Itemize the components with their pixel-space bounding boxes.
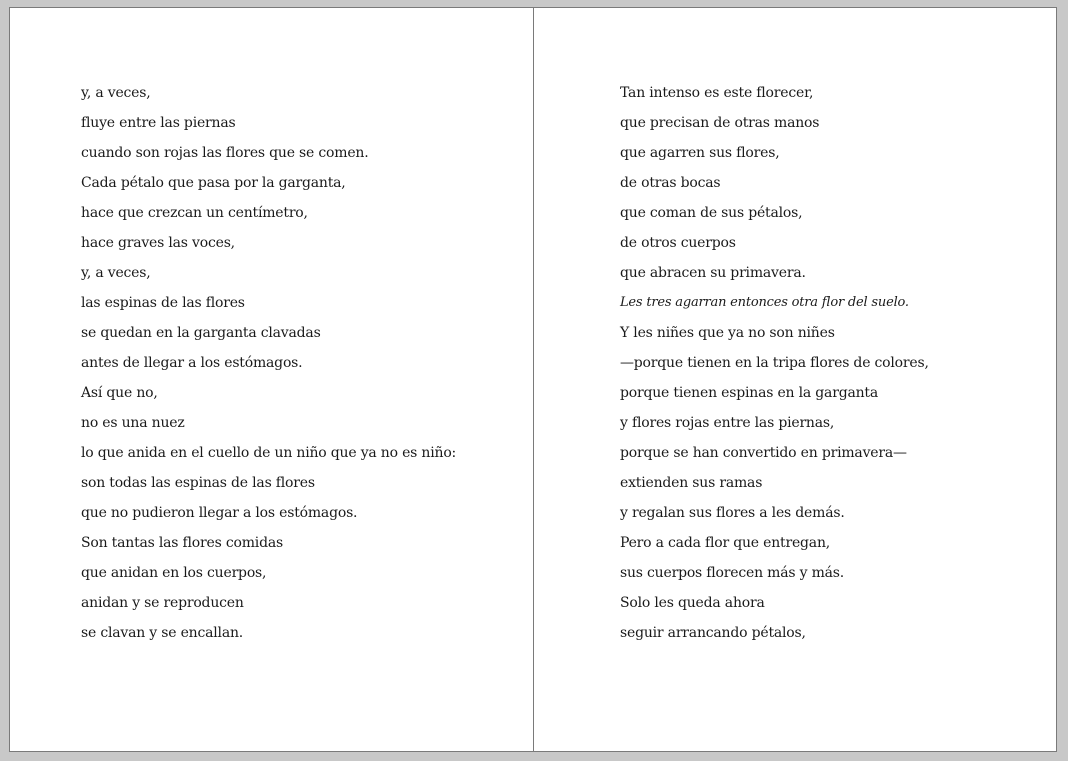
poem-line: que coman de sus pétalos, (620, 205, 803, 221)
poem-line: hace que crezcan un centímetro, (81, 205, 308, 221)
poem-line: —porque tienen en la tripa flores de colores, (620, 355, 929, 371)
poem-line: Pero a cada flor que entregan, (620, 535, 831, 551)
stage-direction-line: Les tres agarran entonces otra flor del suelo. (620, 295, 909, 310)
poem-line: que abracen su primavera. (620, 265, 806, 281)
poem-line: Tan intenso es este florecer, (620, 85, 814, 101)
poem-line: Son tantas las flores comidas (81, 535, 283, 551)
poem-line: que agarren sus flores, (620, 145, 780, 161)
page-spread (9, 7, 1057, 752)
poem-line: y, a veces, (81, 265, 151, 281)
poem-line: que no pudieron llegar a los estómagos. (81, 505, 358, 521)
poem-line: se quedan en la garganta clavadas (81, 325, 321, 341)
poem-line: y, a veces, (81, 85, 151, 101)
poem-line: Y les niñes que ya no son niñes (620, 325, 835, 341)
poem-line: anidan y se reproducen (81, 595, 244, 611)
poem-line: de otras bocas (620, 175, 721, 191)
poem-line: sus cuerpos florecen más y más. (620, 565, 845, 581)
right-page-text (620, 83, 929, 653)
right-page (534, 8, 1056, 751)
poem-line: no es una nuez (81, 415, 185, 431)
left-page (10, 8, 534, 751)
poem-line: lo que anida en el cuello de un niño que ya no es niño: (81, 445, 457, 461)
poem-line: Solo les queda ahora (620, 595, 765, 611)
poem-line: hace graves las voces, (81, 235, 235, 251)
poem-line: son todas las espinas de las flores (81, 475, 315, 491)
poem-line: cuando son rojas las flores que se comen. (81, 145, 369, 161)
poem-line: extienden sus ramas (620, 475, 763, 491)
left-page-text (81, 83, 456, 653)
poem-line: de otros cuerpos (620, 235, 736, 251)
poem-line: antes de llegar a los estómagos. (81, 355, 303, 371)
poem-line: que precisan de otras manos (620, 115, 820, 131)
poem-line: Así que no, (81, 385, 158, 401)
poem-line: y flores rojas entre las piernas, (620, 415, 835, 431)
poem-line: las espinas de las flores (81, 295, 245, 311)
poem-line: fluye entre las piernas (81, 115, 236, 131)
poem-line: y regalan sus flores a les demás. (620, 505, 845, 521)
poem-line: se clavan y se encallan. (81, 625, 244, 641)
poem-line: porque se han convertido en primavera— (620, 445, 907, 461)
poem-line: Cada pétalo que pasa por la garganta, (81, 175, 346, 191)
poem-line: seguir arrancando pétalos, (620, 625, 806, 641)
poem-line: porque tienen espinas en la garganta (620, 385, 878, 401)
poem-line: que anidan en los cuerpos, (81, 565, 267, 581)
